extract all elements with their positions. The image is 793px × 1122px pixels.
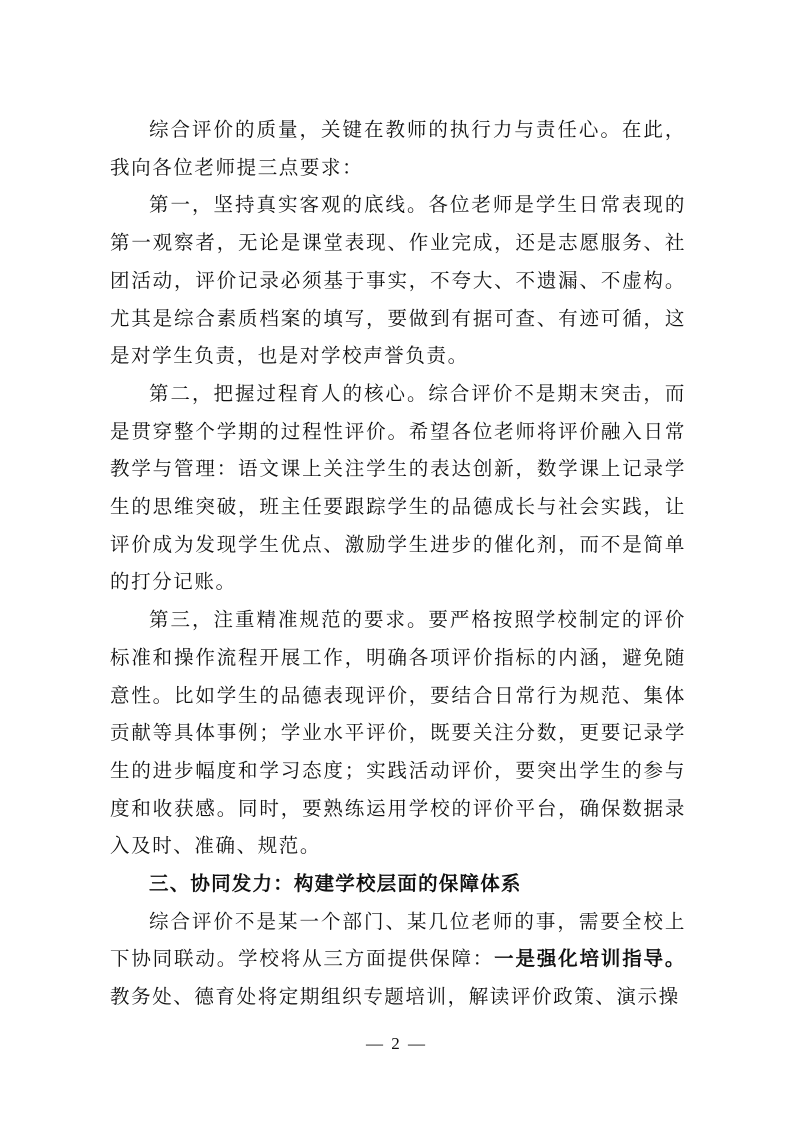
paragraph	[110, 376, 686, 602]
paragraph	[110, 904, 686, 1017]
text-run: 综合评价的质量，关键在教师的执行力与责任心。在此，我向各位老师提三点要求：	[110, 120, 686, 179]
text-run: 三、协同发力：构建学校层面的保障体系	[149, 873, 522, 896]
paragraph	[110, 602, 686, 866]
text-run: 第二，把握过程育人的核心。综合评价不是期末突击，而是贯穿整个学期的过程性评价。希望各位老师将评价融入日常教学与管理：语文课上关注学生的表达创新，数学课上记录学生的思维突破，班主任要跟踪学生的品德成长与社会实践，让评价成为发现学生优点、激励学生进步的催化剂，而不是简单的打分记账。	[110, 383, 686, 594]
text-run: 综合评价不是某一个部门、某几位老师的事，需要全校上下协同联动。学校将从三方面提供保障：	[110, 911, 686, 971]
document-body	[110, 112, 686, 1017]
page-footer	[0, 1034, 793, 1054]
text-run: 第三，注重精准规范的要求。要严格按照学校制定的评价标准和操作流程开展工作，明确各项评价指标的内涵，避免随意性。比如学生的品德表现评价，要结合日常行为规范、集体贡献等具体事例；学业水平评价，既要关注分数，更要记录学生的进步幅度和学习态度；实践活动评价，要突出学生的参与度和收获感。同时，要熟练运用学校的评价平台，确保数据录入及时、准确、规范。	[110, 610, 686, 858]
text-run: 第一，坚持真实客观的底线。各位老师是学生日常表现的第一观察者，无论是课堂表现、作业完成，还是志愿服务、社团活动，评价记录必须基于事实，不夸大、不遗漏、不虚构。尤其是综合素质档案的填写，要做到有据可查、有迹可循，这是对学生负责，也是对学校声誉负责。	[110, 195, 686, 368]
page-number: — 2 —	[366, 1034, 427, 1053]
text-run: 一是强化培训指导。	[494, 949, 686, 971]
paragraph	[110, 112, 686, 187]
paragraph	[110, 187, 686, 376]
section-heading	[110, 866, 686, 904]
text-run: 教务处、德育处将定期组织专题培训，解读评价政策、演示操	[110, 987, 680, 1009]
